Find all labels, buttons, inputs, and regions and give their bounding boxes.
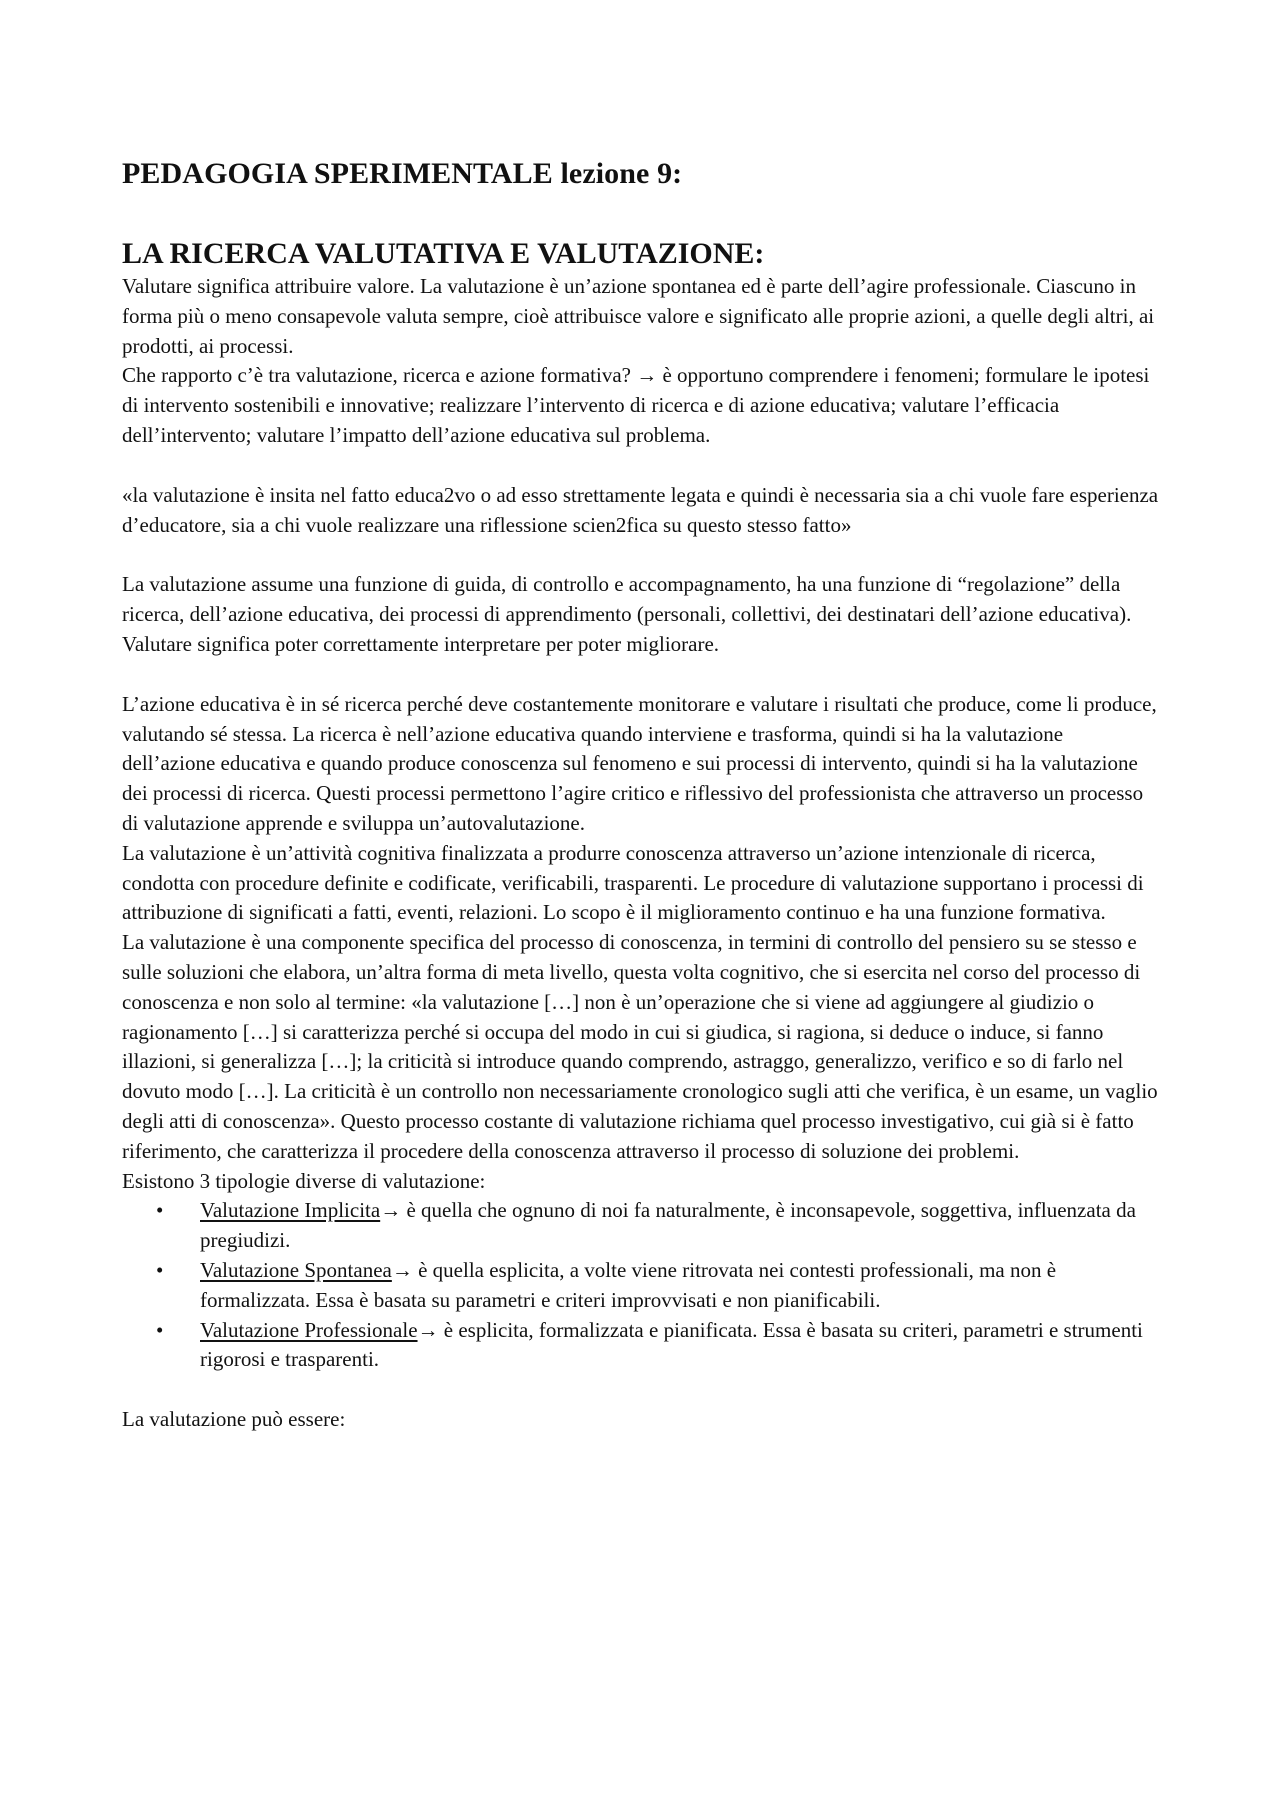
document-title: PEDAGOGIA SPERIMENTALE lezione 9: (122, 157, 683, 190)
bullet-icon: • (156, 1317, 164, 1342)
evaluation-types-list (122, 1196, 1160, 1375)
paragraph-cognitive-activity: La valutazione è un’attività cognitiva finalizzata a produrre conoscenza attraverso un’azione intenzionale di ricerca, condotta con procedure definite e codificate, verificabili, trasparenti. Le procedure di valutazione supportano i processi di attribuzione di significati a fatti, eventi, relazioni. Lo scopo è il miglioramento continuo e ha una funzione formativa. (122, 840, 1144, 925)
type-term: Valutazione Implicita (200, 1198, 381, 1223)
paragraph-closing: La valutazione può essere: (122, 1407, 346, 1432)
paragraph-spacer (122, 1375, 1160, 1405)
paragraph-relationship: Che rapporto c’è tra valutazione, ricerca e azione formativa? → è opportuno comprendere i fenomeni; formulare le ipotesi di intervento sostenibili e innovative; realizzare l’intervento di ricerca e di azione educativa; valutare l’efficacia dell’intervento; valutare l’impatto dell’azione educativa sul problema. (122, 363, 1150, 447)
arrow-right-icon: → (380, 1198, 402, 1223)
paragraph-quote: «la valutazione è insita nel fatto educa2vo o ad esso strettamente legata e quindi è necessaria sia a chi vuole fare esperienza d’educatore, sia a chi vuole realizzare una riflessione scien2fica su questo stesso fatto» (122, 482, 1159, 537)
paragraph-function: La valutazione assume una funzione di guida, di controllo e accompagnamento, ha una funzione di “regolazione” della ricerca, dell’azione educativa, dei processi di apprendimento (personali, collettivi, dei destinatari dell’azione educativa). Valutare significa poter correttamente interpretare per poter migliorare. (122, 572, 1132, 656)
list-item (156, 1196, 1160, 1256)
section-heading: LA RICERCA VALUTATIVA E VALUTAZIONE: (122, 237, 765, 270)
paragraph-spacer (122, 660, 1160, 690)
arrow-right-icon: → (391, 1257, 413, 1282)
type-term: Valutazione Spontanea (200, 1257, 392, 1282)
paragraph-spacer (122, 451, 1160, 481)
bullet-icon: • (156, 1257, 164, 1282)
type-description: è quella che ognuno di noi fa naturalmente, è inconsapevole, soggettiva, influenzata da pregiudizi. (200, 1198, 1136, 1253)
paragraph-spacer (122, 540, 1160, 570)
list-item (156, 1256, 1160, 1316)
type-term: Valutazione Professionale (200, 1317, 418, 1342)
paragraph-educational-action: L’azione educativa è in sé ricerca perché deve costantemente monitorare e valutare i risultati che produce, come li produce, valutando sé stessa. La ricerca è nell’azione educativa quando interviene e trasforma, quindi si ha la valutazione dell’azione educativa e quando produce conoscenza sul fenomeno e sui processi di intervento, quindi si ha la valutazione dei processi di ricerca. Questi processi permettono l’agire critico e riflessivo del professionista che attraverso un processo di valutazione apprende e sviluppa un’autovalutazione. (122, 691, 1157, 835)
type-description: è quella esplicita, a volte viene ritrovata nei contesti professionali, ma non è formalizzata. Essa è basata su parametri e criteri improvvisati e non pianificabili. (200, 1257, 1057, 1312)
arrow-right-icon: → (417, 1317, 439, 1342)
type-description: è esplicita, formalizzata e pianificata. Essa è basata su criteri, parametri e strumenti rigorosi e trasparenti. (200, 1317, 1143, 1372)
bullet-icon: • (156, 1198, 164, 1223)
paragraph-types-intro: Esistono 3 tipologie diverse di valutazione: (122, 1168, 486, 1193)
list-item (156, 1316, 1160, 1376)
document-body (122, 272, 1160, 1435)
paragraph-definition: Valutare significa attribuire valore. La valutazione è un’azione spontanea ed è parte dell’agire professionale. Ciascuno in forma più o meno consapevole valuta sempre, cioè attribuisce valore e significato alle proprie azioni, a quelle degli altri, ai prodotti, ai processi. (122, 274, 1155, 358)
paragraph-knowledge-component: La valutazione è una componente specifica del processo di conoscenza, in termini di controllo del pensiero su se stesso e sulle soluzioni che elabora, un’altra forma di meta livello, questa volta cognitivo, che si esercita nel corso del processo di conoscenza e non solo al termine: «la valutazione […] non è un’operazione che si viene ad aggiungere al giudizio o ragionamento […] si caratterizza perché si occupa del modo in cui si giudica, si ragiona, si deduce o induce, si fanno illazioni, si generalizza […]; la criticità si introduce quando comprendo, astraggo, generalizzo, verifico e so di farlo nel dovuto modo […]. La criticità è un controllo non necessariamente cronologico sugli atti che verifica, è un esame, un vaglio degli atti di conoscenza». Questo processo costante di valutazione richiama quel processo investigativo, cui già si è fatto riferimento, che caratterizza il procedere della conoscenza attraverso il processo di soluzione dei problemi. (122, 930, 1158, 1163)
